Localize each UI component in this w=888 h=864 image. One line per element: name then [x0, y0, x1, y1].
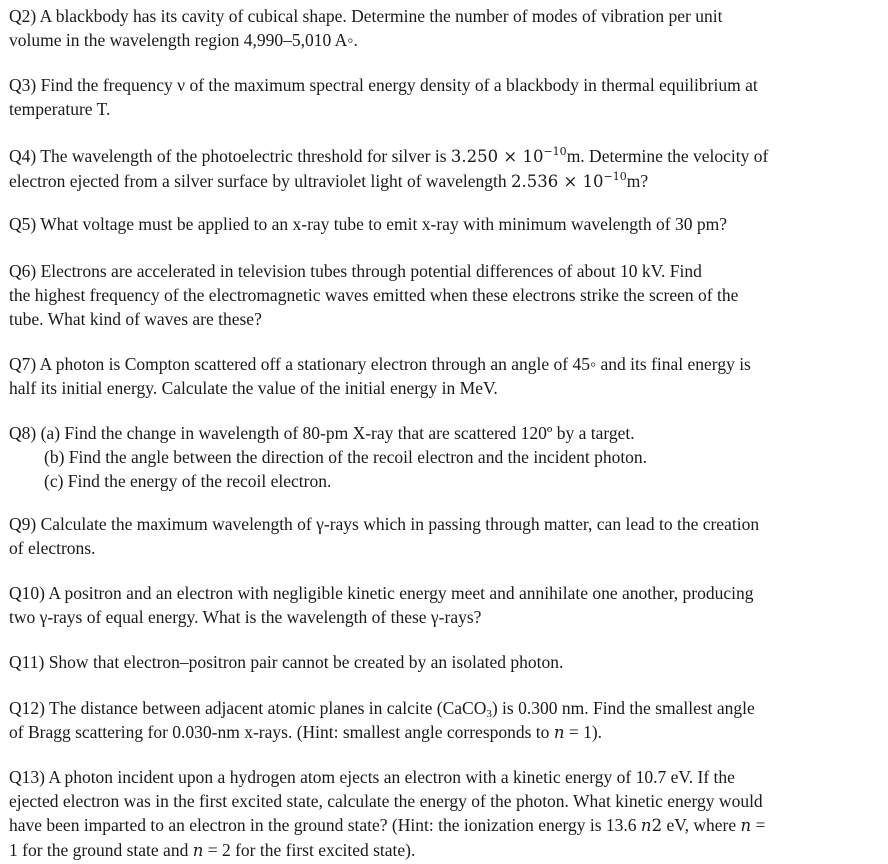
question-q11: [9, 650, 885, 674]
question-q4: Q4) The wavelength of the photoelectric threshold for silver is $3.250 \times 10^{-10}m$. Determine the velocity of electron ejected from a silver surface by ultraviolet light of wavelength $2.536 \times 10^{-10}m$?: [9, 145, 769, 191]
question-q5: [9, 212, 885, 236]
question-part-a: (a) Find the change in wavelength of 80-pm X-ray that are scattered 120º by a target.: [40, 423, 635, 443]
question-label: Q11): [9, 652, 45, 672]
question-text: A positron and an electron with negligible kinetic energy meet and annihilate one another, producing: [48, 583, 754, 603]
question-text: of electrons.: [9, 538, 96, 558]
question-text: the highest frequency of the electromagnetic waves emitted when these electrons strike the screen of the: [9, 285, 739, 305]
question-text: A blackbody has its cavity of cubical shape. Determine the number of modes of vibration per unit: [39, 6, 723, 26]
question-part-c: (c) Find the energy of the recoil electron.: [44, 471, 332, 491]
question-label: Q12): [9, 698, 45, 718]
question-text: tube. What kind of waves are these?: [9, 309, 262, 329]
question-label: Q6): [9, 261, 37, 281]
question-q8: [9, 421, 885, 493]
question-label: Q13): [9, 767, 45, 787]
question-text: Find the frequency ν of the maximum spectral energy density of a blackbody in thermal equilibrium at: [40, 75, 758, 95]
threshold-wavelength-value: $3.250 \times 10^{-10}$: [450, 145, 567, 166]
question-q10: [9, 581, 885, 629]
question-text: Electrons are accelerated in television tubes through potential differences of about 10 kV. Find: [40, 261, 702, 281]
question-text: What voltage must be applied to an x-ray tube to emit x-ray with minimum wavelength of 30 pm?: [40, 214, 727, 234]
question-q12: Q12) The distance between adjacent atomic planes in calcite (CaCO$_3$) is 0.300 nm. Find the smallest angle of Bragg scattering for 0.030-nm x-rays. (Hint: smallest angle corresponds to n = 1).: [9, 698, 755, 742]
question-label: Q4): [9, 146, 37, 166]
question-q13: Q13) A photon incident upon a hydrogen atom ejects an electron with a kinetic energy of 10.7 eV. If the ejected electron was in the first excited state, calculate the energy of the photon. What kinetic energy would have been imparted to an electron in the ground state? (Hint: the ionization energy is 13.6 n2 eV, where n = 1 for the ground state and n = 2 for the first excited state).: [9, 767, 766, 860]
question-q6: [9, 259, 885, 331]
question-text: half its initial energy. Calculate the value of the initial energy in MeV.: [9, 378, 498, 398]
question-label: Q2): [9, 6, 37, 26]
question-text: A photon is Compton scattered off a stationary electron through an angle of 45◦ and its final energy is: [39, 354, 751, 374]
question-part-b: (b) Find the angle between the direction of the recoil electron and the incident photon.: [44, 447, 648, 467]
question-label: Q8): [9, 423, 37, 443]
question-label: Q10): [9, 583, 45, 603]
question-text: temperature T.: [9, 99, 111, 119]
question-q3: [9, 73, 885, 121]
question-q9: [9, 512, 885, 560]
question-q7: [9, 352, 885, 400]
uv-wavelength-value: $2.536 \times 10^{-10}$: [510, 170, 627, 191]
question-label: Q9): [9, 514, 37, 534]
question-label: Q7): [9, 354, 37, 374]
question-q2: [9, 4, 885, 52]
question-label: Q5): [9, 214, 37, 234]
question-label: Q3): [9, 75, 37, 95]
question-text: Calculate the maximum wavelength of γ-rays which in passing through matter, can lead to the creation: [40, 514, 760, 534]
question-text: volume in the wavelength region 4,990–5,010 A◦.: [9, 30, 358, 50]
subscript: 3: [486, 708, 492, 720]
question-text: Show that electron–positron pair cannot be created by an isolated photon.: [48, 652, 564, 672]
question-text: two γ-rays of equal energy. What is the wavelength of these γ-rays?: [9, 607, 482, 627]
